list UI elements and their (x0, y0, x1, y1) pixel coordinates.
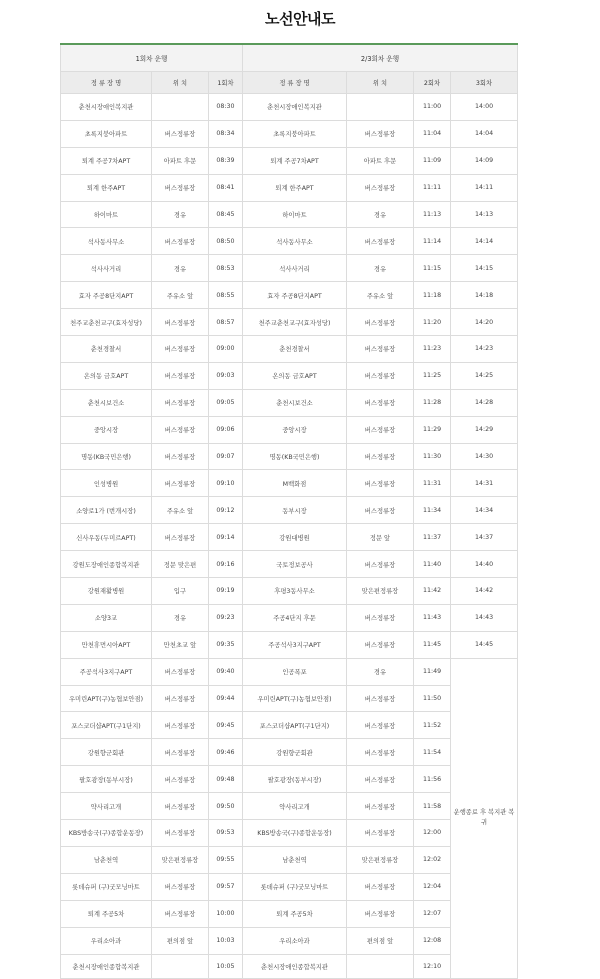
trip2-time: 12:04 (414, 873, 451, 900)
trip2-time: 11:40 (414, 551, 451, 578)
trip23-stop-name: 남춘천역 (243, 846, 347, 873)
stop-name-header: 정 류 장 명 (61, 72, 152, 94)
location-header-2: 위 치 (347, 72, 414, 94)
trip1-stop-name: 중앙시장 (61, 416, 152, 443)
trip23-stop-name: M백화점 (243, 470, 347, 497)
trip1-time: 09:03 (209, 362, 243, 389)
trip1-time: 09:48 (209, 766, 243, 793)
trip1-location: 버스정류장 (152, 900, 209, 927)
trip23-stop-name: 춘천시장애인종합복지관 (243, 954, 347, 978)
trip2-time: 11:43 (414, 604, 451, 631)
trip1-time: 09:19 (209, 578, 243, 605)
trip23-location: 버스정류장 (347, 766, 414, 793)
trip1-location: 버스정류장 (152, 336, 209, 363)
trip23-stop-name: 롯데슈퍼 (구)굿모닝마트 (243, 873, 347, 900)
trip2-time: 11:25 (414, 362, 451, 389)
trip23-group-header: 2/3회차 운행 (243, 44, 518, 72)
trip1-time: 09:07 (209, 443, 243, 470)
table-row (61, 846, 518, 873)
trip2-time: 11:49 (414, 658, 451, 685)
trip1-time: 09:05 (209, 389, 243, 416)
trip23-location: 버스정류장 (347, 900, 414, 927)
table-row (61, 120, 518, 147)
table-row (61, 336, 518, 363)
trip3-time: 14:14 (451, 228, 518, 255)
trip1-stop-name: 춘천시보건소 (61, 389, 152, 416)
trip23-location: 버스정류장 (347, 120, 414, 147)
trip23-stop-name: 춘천시보건소 (243, 389, 347, 416)
trip23-location: 정문 앞 (347, 524, 414, 551)
trip1-stop-name: 하이마트 (61, 201, 152, 228)
trip1-stop-name: 석사동사무소 (61, 228, 152, 255)
table-row (61, 255, 518, 282)
trip1-stop-name: 석사사거리 (61, 255, 152, 282)
trip1-stop-name: 소양3교 (61, 604, 152, 631)
trip2-time: 11:54 (414, 739, 451, 766)
trip1-stop-name: 천주교춘천교구(효자성당) (61, 309, 152, 336)
trip2-time: 11:23 (414, 336, 451, 363)
trip1-stop-name: 춘천시장애인복지관 (61, 94, 152, 121)
trip2-header: 2회차 (414, 72, 451, 94)
trip23-stop-name: 강원향군회관 (243, 739, 347, 766)
trip1-time: 09:40 (209, 658, 243, 685)
trip2-time: 11:18 (414, 282, 451, 309)
table-row (61, 766, 518, 793)
table-row (61, 524, 518, 551)
trip23-stop-name: 인공폭포 (243, 658, 347, 685)
trip1-stop-name: 명동(KB국민은행) (61, 443, 152, 470)
trip1-stop-name: 남춘천역 (61, 846, 152, 873)
page-title: 노선안내도 (265, 10, 335, 28)
bus-route-table (60, 43, 518, 979)
table-row (61, 228, 518, 255)
trip3-time: 14:13 (451, 201, 518, 228)
trip23-location: 버스정류장 (347, 685, 414, 712)
trip23-location: 버스정류장 (347, 820, 414, 847)
trip23-stop-name: KBS방송국(구)종합운동장) (243, 820, 347, 847)
trip23-stop-name: 우미린APT(구)농협보안점) (243, 685, 347, 712)
table-row (61, 631, 518, 658)
page-header (0, 0, 600, 44)
trip2-time: 11:58 (414, 793, 451, 820)
table-row (61, 739, 518, 766)
trip1-location: 버스정류장 (152, 820, 209, 847)
trip2-time: 11:31 (414, 470, 451, 497)
trip23-stop-name: 퇴계 주공7차APT (243, 147, 347, 174)
trip1-location: 버스정류장 (152, 712, 209, 739)
trip23-location: 버스정류장 (347, 309, 414, 336)
trip23-stop-name: 주공4단지 후문 (243, 604, 347, 631)
trip23-location: 버스정류장 (347, 739, 414, 766)
trip1-time: 09:44 (209, 685, 243, 712)
trip23-stop-name: 천주교춘천교구(효자성당) (243, 309, 347, 336)
table-row (61, 94, 518, 121)
trip1-location: 경유 (152, 255, 209, 282)
trip2-time: 11:29 (414, 416, 451, 443)
trip1-location: 버스정류장 (152, 416, 209, 443)
trip3-time: 14:40 (451, 551, 518, 578)
trip1-location: 맞은편정류장 (152, 846, 209, 873)
trip3-time: 14:45 (451, 631, 518, 658)
table-row (61, 416, 518, 443)
trip2-time: 12:10 (414, 954, 451, 978)
trip1-location: 경유 (152, 201, 209, 228)
trip1-location: 경유 (152, 604, 209, 631)
trip23-stop-name: 우리소아과 (243, 927, 347, 954)
service-end-note: 운행종료 후 복지관 복귀 (451, 658, 518, 978)
stop-name-header-2: 정 류 장 명 (243, 72, 347, 94)
route-rows (61, 94, 518, 979)
trip2-time: 11:20 (414, 309, 451, 336)
trip1-time: 08:41 (209, 174, 243, 201)
trip23-stop-name: 초록지붕아파트 (243, 120, 347, 147)
trip1-time: 10:03 (209, 927, 243, 954)
trip3-time: 14:37 (451, 524, 518, 551)
table-row (61, 389, 518, 416)
table-row (61, 873, 518, 900)
trip23-location: 맞은편정류장 (347, 578, 414, 605)
trip23-stop-name: 포스코더샵APT(구1단지) (243, 712, 347, 739)
trip2-time: 12:08 (414, 927, 451, 954)
trip1-location: 버스정류장 (152, 524, 209, 551)
trip1-stop-name: 인성병원 (61, 470, 152, 497)
trip1-stop-name: 강원향군회관 (61, 739, 152, 766)
table-row (61, 604, 518, 631)
trip1-stop-name: 강원도장애인종합복지관 (61, 551, 152, 578)
trip1-location: 버스정류장 (152, 739, 209, 766)
trip1-stop-name: 강원재활병원 (61, 578, 152, 605)
table-row (61, 470, 518, 497)
trip1-time: 09:50 (209, 793, 243, 820)
trip3-time: 14:31 (451, 470, 518, 497)
trip1-stop-name: 신사우동(두미르APT) (61, 524, 152, 551)
trip23-stop-name: 하이마트 (243, 201, 347, 228)
trip23-stop-name: 효자 주공8단지APT (243, 282, 347, 309)
trip1-time: 08:55 (209, 282, 243, 309)
trip23-stop-name: 퇴계 한주APT (243, 174, 347, 201)
trip1-location: 정문 맞은편 (152, 551, 209, 578)
trip23-location: 버스정류장 (347, 604, 414, 631)
trip1-time: 09:57 (209, 873, 243, 900)
table-row (61, 282, 518, 309)
trip1-header: 1회차 (209, 72, 243, 94)
trip1-location: 주유소 앞 (152, 497, 209, 524)
trip1-location: 버스정류장 (152, 766, 209, 793)
trip1-time: 09:10 (209, 470, 243, 497)
trip23-location: 버스정류장 (347, 497, 414, 524)
trip2-time: 12:02 (414, 846, 451, 873)
table-row (61, 362, 518, 389)
trip1-location: 만천초교 앞 (152, 631, 209, 658)
trip1-location (152, 94, 209, 121)
trip1-location: 버스정류장 (152, 470, 209, 497)
trip1-stop-name: KBS방송국(구)종합운동장) (61, 820, 152, 847)
trip23-stop-name: 춘천시장애인복지관 (243, 94, 347, 121)
trip2-time: 11:45 (414, 631, 451, 658)
trip3-header: 3회차 (451, 72, 518, 94)
trip1-location (152, 954, 209, 978)
trip23-location: 아파트 후문 (347, 147, 414, 174)
trip3-time: 14:34 (451, 497, 518, 524)
trip2-time: 11:34 (414, 497, 451, 524)
trip23-location: 편의점 앞 (347, 927, 414, 954)
trip1-stop-name: 효자 주공8단지APT (61, 282, 152, 309)
trip3-time: 14:09 (451, 147, 518, 174)
trip1-time: 08:45 (209, 201, 243, 228)
trip23-location: 경유 (347, 201, 414, 228)
trip1-location: 버스정류장 (152, 685, 209, 712)
trip23-stop-name: 주공석사3지구APT (243, 631, 347, 658)
trip2-time: 11:50 (414, 685, 451, 712)
trip3-time: 14:30 (451, 443, 518, 470)
trip1-time: 08:30 (209, 94, 243, 121)
trip1-location: 버스정류장 (152, 362, 209, 389)
trip23-location: 버스정류장 (347, 712, 414, 739)
trip1-time: 09:00 (209, 336, 243, 363)
trip23-location: 버스정류장 (347, 174, 414, 201)
trip2-time: 11:28 (414, 389, 451, 416)
trip1-time: 09:23 (209, 604, 243, 631)
table-row (61, 793, 518, 820)
trip1-time: 09:06 (209, 416, 243, 443)
trip23-location: 버스정류장 (347, 389, 414, 416)
trip1-location: 아파트 후문 (152, 147, 209, 174)
trip23-location: 버스정류장 (347, 336, 414, 363)
trip1-stop-name: 팔호광장(동부시장) (61, 766, 152, 793)
trip1-group-header: 1회차 운행 (61, 44, 243, 72)
trip23-location: 경유 (347, 255, 414, 282)
trip1-time: 09:35 (209, 631, 243, 658)
trip3-time: 14:20 (451, 309, 518, 336)
trip1-stop-name: 온의동 금호APT (61, 362, 152, 389)
trip23-stop-name: 퇴계 주공5차 (243, 900, 347, 927)
table-row (61, 201, 518, 228)
table-row (61, 443, 518, 470)
trip2-time: 11:37 (414, 524, 451, 551)
trip23-location: 버스정류장 (347, 551, 414, 578)
trip2-time: 12:00 (414, 820, 451, 847)
trip1-stop-name: 퇴계 한주APT (61, 174, 152, 201)
trip23-location: 주유소 앞 (347, 282, 414, 309)
trip1-location: 버스정류장 (152, 873, 209, 900)
trip1-stop-name: 우리소아과 (61, 927, 152, 954)
trip1-time: 08:39 (209, 147, 243, 174)
trip1-stop-name: 춘천시장애인종합복지관 (61, 954, 152, 978)
trip1-stop-name: 롯데슈퍼 (구)굿모닝마트 (61, 873, 152, 900)
trip2-time: 11:13 (414, 201, 451, 228)
trip23-location: 버스정류장 (347, 631, 414, 658)
trip23-stop-name: 국토정보공사 (243, 551, 347, 578)
trip2-time: 11:00 (414, 94, 451, 121)
trip23-location: 버스정류장 (347, 362, 414, 389)
trip1-location: 버스정류장 (152, 120, 209, 147)
trip1-stop-name: 포스코더샵APT(구1단지) (61, 712, 152, 739)
trip2-time: 11:15 (414, 255, 451, 282)
trip23-stop-name: 명동(KB국민은행) (243, 443, 347, 470)
trip3-time: 14:25 (451, 362, 518, 389)
trip23-location: 경유 (347, 658, 414, 685)
trip23-location: 버스정류장 (347, 228, 414, 255)
trip23-stop-name: 석사사거리 (243, 255, 347, 282)
table-row (61, 174, 518, 201)
trip23-stop-name: 강원대병원 (243, 524, 347, 551)
trip1-stop-name: 만천휴먼시아APT (61, 631, 152, 658)
trip1-stop-name: 춘천경찰서 (61, 336, 152, 363)
trip23-stop-name: 후평3동사무소 (243, 578, 347, 605)
trip1-location: 입구 (152, 578, 209, 605)
trip2-time: 11:52 (414, 712, 451, 739)
trip1-time: 09:46 (209, 739, 243, 766)
trip1-location: 주유소 앞 (152, 282, 209, 309)
trip23-stop-name: 석사동사무소 (243, 228, 347, 255)
trip1-stop-name: 초록지붕아파트 (61, 120, 152, 147)
trip1-stop-name: 퇴계 주공5차 (61, 900, 152, 927)
trip1-location: 버스정류장 (152, 309, 209, 336)
trip2-time: 12:07 (414, 900, 451, 927)
trip2-time: 11:42 (414, 578, 451, 605)
table-row (61, 820, 518, 847)
trip23-stop-name: 춘천경찰서 (243, 336, 347, 363)
trip1-location: 버스정류장 (152, 658, 209, 685)
trip2-time: 11:14 (414, 228, 451, 255)
table-row (61, 685, 518, 712)
trip1-time: 09:12 (209, 497, 243, 524)
trip23-stop-name: 약사리고개 (243, 793, 347, 820)
trip23-location: 버스정류장 (347, 793, 414, 820)
trip23-location (347, 954, 414, 978)
trip1-time: 09:14 (209, 524, 243, 551)
trip1-time: 09:16 (209, 551, 243, 578)
trip3-time: 14:29 (451, 416, 518, 443)
trip1-stop-name: 소양로1가 (번개시장) (61, 497, 152, 524)
trip1-time: 08:53 (209, 255, 243, 282)
trip3-time: 14:23 (451, 336, 518, 363)
trip1-time: 08:57 (209, 309, 243, 336)
trip2-time: 11:09 (414, 147, 451, 174)
trip3-time: 14:42 (451, 578, 518, 605)
trip23-location: 버스정류장 (347, 470, 414, 497)
trip23-location: 버스정류장 (347, 873, 414, 900)
table-row (61, 497, 518, 524)
trip1-location: 버스정류장 (152, 228, 209, 255)
trip1-stop-name: 우미린APT(구)농협보안점) (61, 685, 152, 712)
table-row (61, 927, 518, 954)
trip1-time: 09:55 (209, 846, 243, 873)
trip23-location (347, 94, 414, 121)
trip1-location: 버스정류장 (152, 389, 209, 416)
table-row (61, 551, 518, 578)
table-row (61, 658, 518, 685)
trip23-location: 버스정류장 (347, 416, 414, 443)
trip3-time: 14:43 (451, 604, 518, 631)
trip3-time: 14:04 (451, 120, 518, 147)
trip3-time: 14:18 (451, 282, 518, 309)
trip1-time: 08:34 (209, 120, 243, 147)
table-row (61, 578, 518, 605)
trip2-time: 11:11 (414, 174, 451, 201)
location-header: 위 치 (152, 72, 209, 94)
table-row (61, 900, 518, 927)
table-row (61, 309, 518, 336)
trip2-time: 11:56 (414, 766, 451, 793)
trip23-location: 버스정류장 (347, 443, 414, 470)
table-row (61, 712, 518, 739)
trip3-time: 14:00 (451, 94, 518, 121)
table-row (61, 147, 518, 174)
table-row (61, 954, 518, 978)
trip1-stop-name: 주공석사3지구APT (61, 658, 152, 685)
trip1-location: 버스정류장 (152, 793, 209, 820)
trip23-stop-name: 동부시장 (243, 497, 347, 524)
trip1-time: 10:05 (209, 954, 243, 978)
trip1-time: 09:45 (209, 712, 243, 739)
trip3-time: 14:15 (451, 255, 518, 282)
trip23-location: 맞은편정류장 (347, 846, 414, 873)
trip1-stop-name: 약사리고개 (61, 793, 152, 820)
trip1-time: 08:50 (209, 228, 243, 255)
trip1-stop-name: 퇴계 주공7차APT (61, 147, 152, 174)
trip1-location: 편의점 앞 (152, 927, 209, 954)
trip23-stop-name: 팔호광장(동부시장) (243, 766, 347, 793)
trip3-time: 14:11 (451, 174, 518, 201)
trip1-location: 버스정류장 (152, 443, 209, 470)
trip2-time: 11:30 (414, 443, 451, 470)
trip1-time: 10:00 (209, 900, 243, 927)
trip2-time: 11:04 (414, 120, 451, 147)
trip3-time: 14:28 (451, 389, 518, 416)
trip23-stop-name: 온의동 금호APT (243, 362, 347, 389)
trip23-stop-name: 중앙시장 (243, 416, 347, 443)
trip1-location: 버스정류장 (152, 174, 209, 201)
trip1-time: 09:53 (209, 820, 243, 847)
